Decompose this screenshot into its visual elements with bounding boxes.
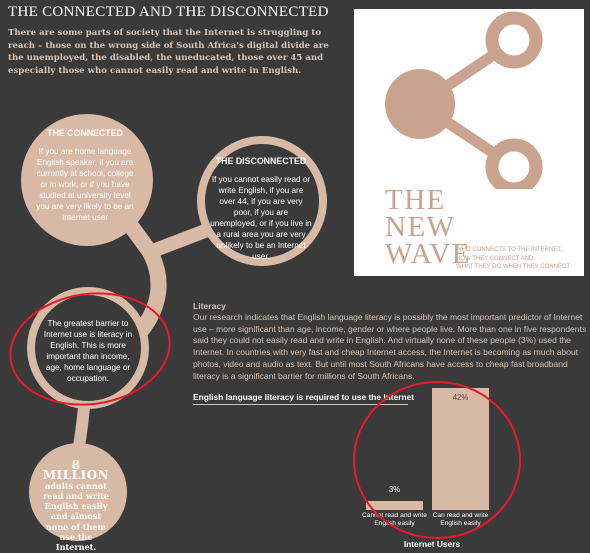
bar-cannot-read	[366, 501, 423, 510]
disconnected-heading: THE DISCONNECTED	[215, 156, 307, 166]
literacy-body: Our research indicates that English language literacy is possibly the most important predictor of Internet use – more significant than age, income, gender or where people live. More than one in five respondents said they could not easily read and write in English. And virtually none of these people (3%) used the Internet. In countries with very fast and cheap Internet access, the Internet is becoming as much about photos, video and audio as text. But until most South Africans have access to cheap fast broadband literacy is a significant barrier for millions of South Africans.	[193, 312, 587, 381]
disconnected-text	[210, 156, 312, 262]
bar-value-label: 3%	[388, 485, 401, 494]
million-figure: 8 MILLION	[42, 458, 110, 483]
connected-text	[33, 128, 137, 223]
new-wave-card	[354, 9, 584, 276]
intro-text: There are some parts of society that the Internet is struggling to reach – those on the wrong side of South Africa's digital divide are the unemployed, the disabled, the uneducated, those over 45 and especially those who cannot easily read and write in English.	[8, 28, 329, 76]
category-label: Cannot read and write English easily	[362, 512, 427, 527]
chart-rule	[193, 404, 408, 405]
new-wave-title: THE NEW WAVE	[385, 184, 472, 270]
new-wave-subtitle: WHO CONNECTS TO THE INTERNET, HOW THEY CONNECT AND WHAT THEY DO WHEN THEY CONNECT	[456, 247, 571, 270]
bar-can-read	[432, 388, 489, 510]
share-icon	[354, 9, 584, 189]
connected-heading: THE CONNECTED	[47, 128, 123, 138]
connected-body: If you are home language English speaker, if you are currently at school, college or in work, or if you have studied at university level you are very likely to be an Internet user	[36, 147, 134, 222]
literacy-heading: Literacy	[193, 301, 226, 311]
bar-value-label: 42%	[452, 393, 469, 402]
million-text	[40, 460, 112, 553]
barrier-text: The greatest barrier to Internet use is literacy in English. This is more important than income, age, home language or occupation.	[43, 319, 133, 383]
million-body: adults cannot read and write English easily and almost none of them use the Internet.	[43, 480, 109, 553]
category-label: Can read and write English easily	[432, 512, 489, 527]
x-axis-title: Internet Users	[403, 539, 461, 549]
disconnected-body: If you cannot easily read or write English, if you are over 44, if you are very poor, if you are unemployed, or if you live in a rural area you are very unlikely to be an Internet user.	[210, 175, 312, 261]
chart-title: English language literacy is required to use the Internet	[193, 392, 415, 402]
page-title: THE CONNECTED AND THE DISCONNECTED	[8, 4, 329, 20]
